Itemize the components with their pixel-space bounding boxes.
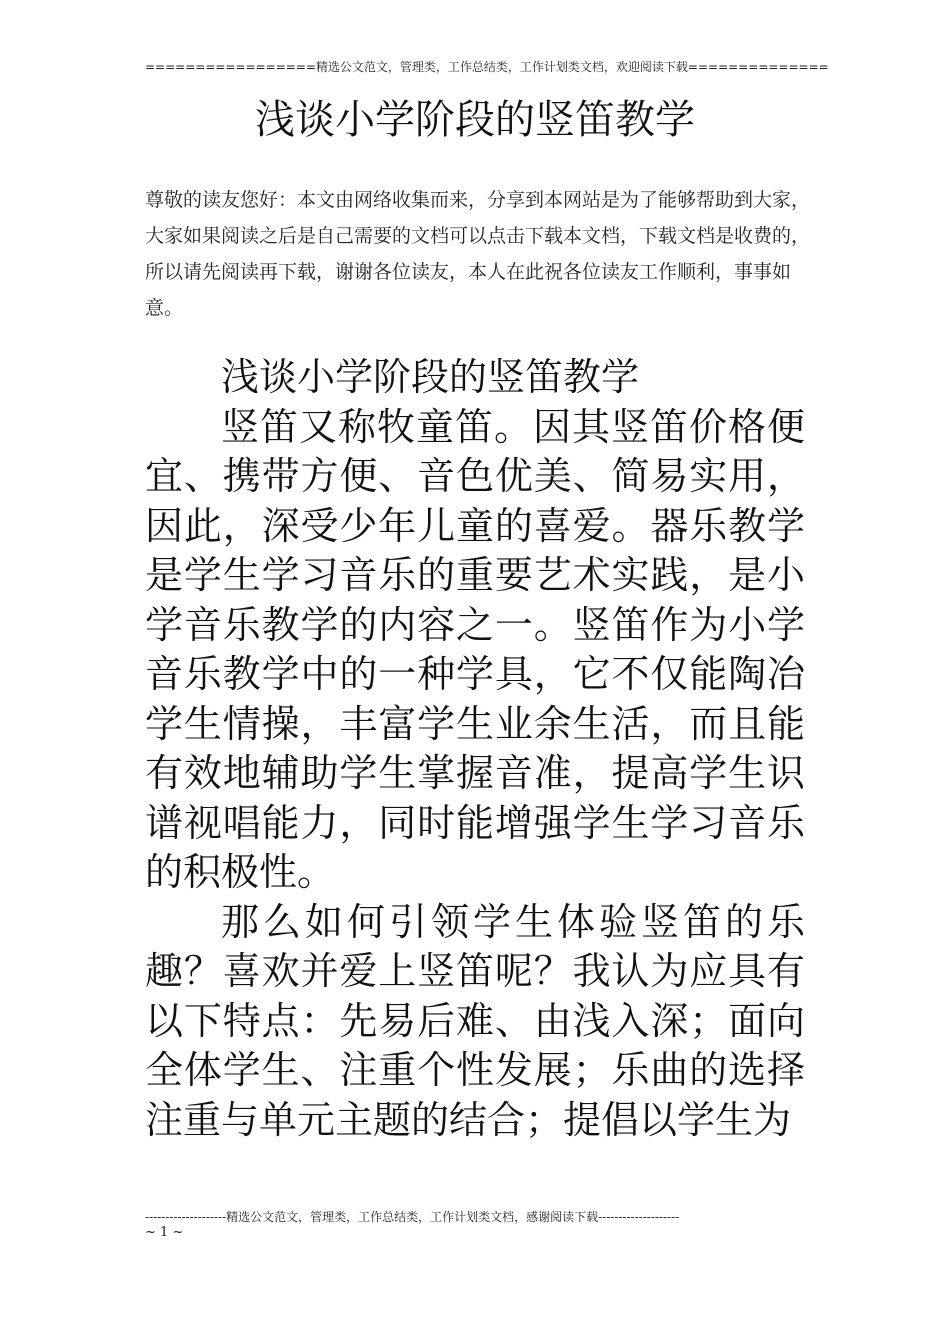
page-number: ~ 1 ~ <box>145 1225 184 1240</box>
header-banner: =================精选公文范文，管理类，工作总结类，工作计划类文档，欢迎阅读下载============== <box>145 60 829 74</box>
article-body <box>145 353 805 1145</box>
footer-banner: --------------------精选公文范文，管理类，工作总结类，工作计划类文档，感谢阅读下载-------------------- <box>145 1210 680 1224</box>
article-paragraph: 那么如何引领学生体验竖笛的乐趣？喜欢并爱上竖笛呢？我认为应具有以下特点：先易后难、由浅入深；面向全体学生、注重个性发展；乐曲的选择注重与单元主题的结合；提倡以学生为 <box>145 899 805 1142</box>
article-paragraph: 竖笛又称牧童笛。因其竖笛价格便宜、携带方便、音色优美、简易实用，因此，深受少年儿童的喜爱。器乐教学是学生学习音乐的重要艺术实践，是小学音乐教学的内容之一。竖笛作为小学音乐教学中的一种学具，它不仅能陶冶学生情操，丰富学生业余生活，而且能有效地辅助学生掌握音准，提高学生识谱视唱能力，同时能增强学生学习音乐的积极性。 <box>145 404 805 894</box>
article-heading: 浅谈小学阶段的竖笛教学 <box>221 355 640 399</box>
document-title: 浅谈小学阶段的竖笛教学 <box>255 97 695 143</box>
reader-notice: 尊敬的读友您好：本文由网络收集而来，分享到本网站是为了能够帮助到大家，大家如果阅读之后是自己需要的文档可以点击下载本文档，下载文档是收费的，所以请先阅读再下载，谢谢各位读友，本人在此祝各位读友工作顺利，事事如意。 <box>145 189 811 319</box>
